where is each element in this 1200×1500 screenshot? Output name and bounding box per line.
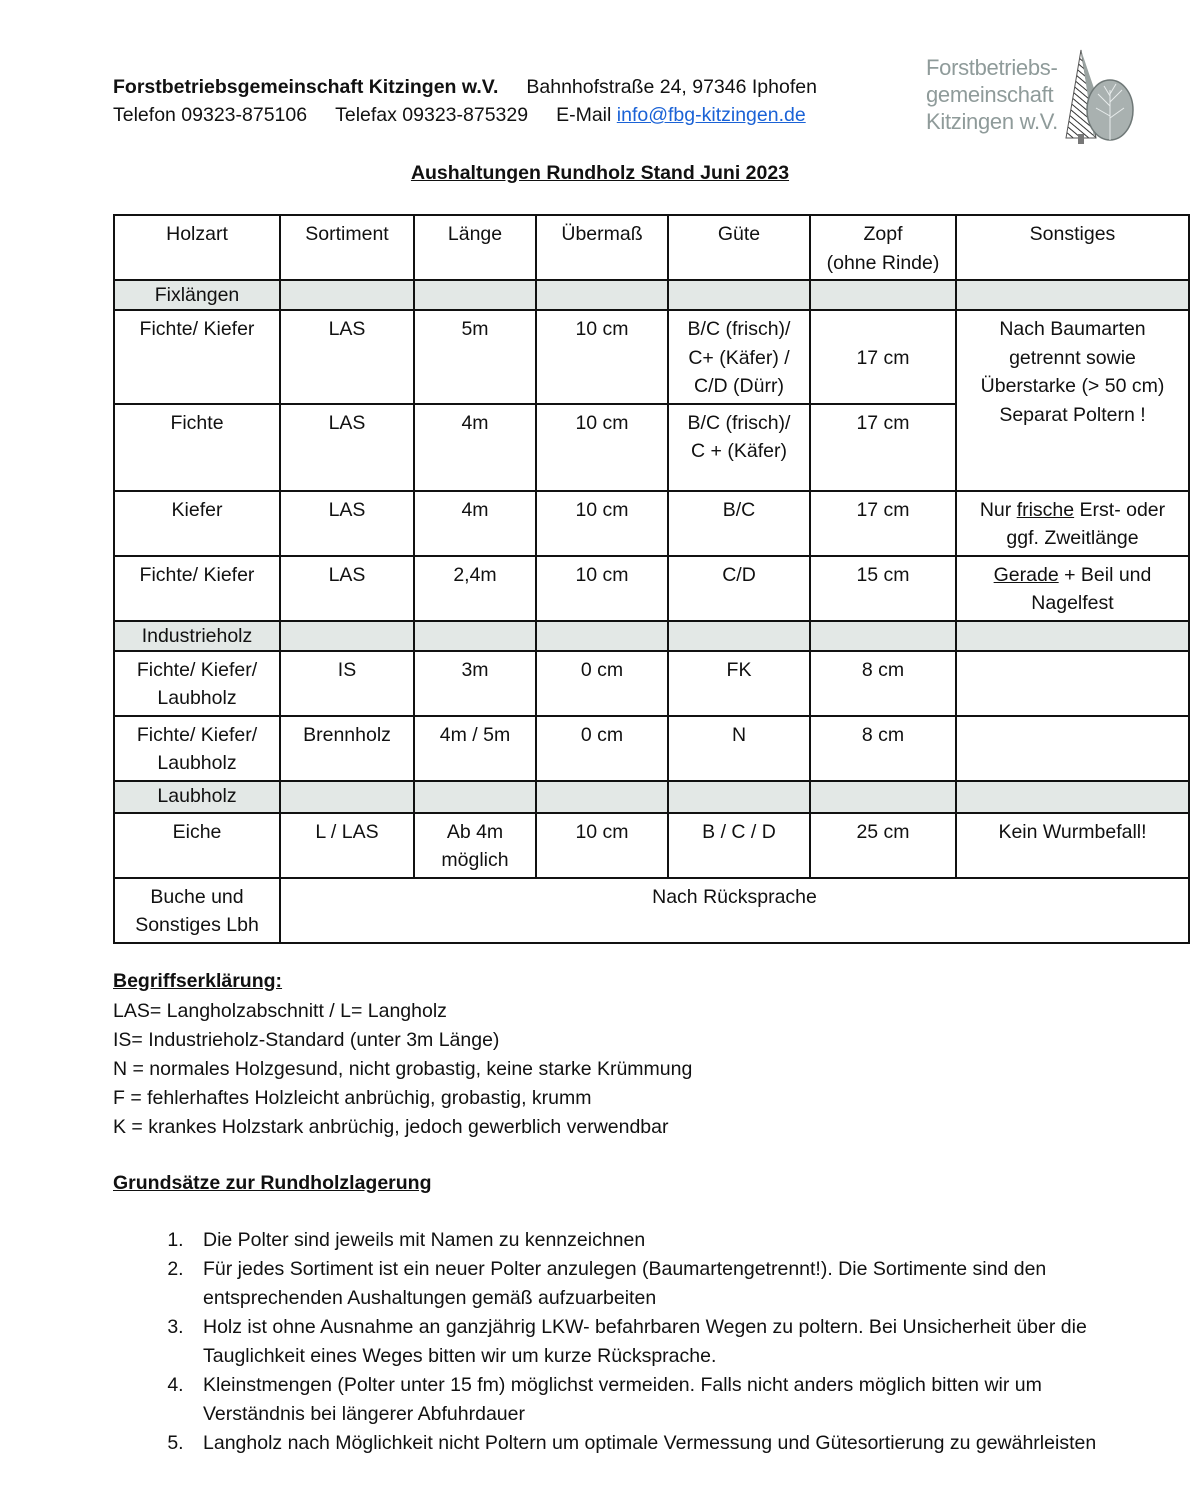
sonstiges-line: getrennt sowie: [1009, 346, 1136, 369]
empty-cell: [536, 781, 668, 813]
cell-holzart: Fichte/ Kiefer: [114, 556, 280, 621]
holzart-line: Fichte/ Kiefer/: [136, 658, 258, 681]
table-row: [114, 310, 1189, 404]
table-row: [114, 651, 1189, 716]
table-row: [114, 878, 1189, 943]
guete-line: B/C (frisch)/: [687, 411, 791, 434]
cell-holzart: [114, 651, 280, 716]
sonstiges-line: Separat Poltern !: [999, 403, 1146, 426]
header-zopf: [810, 215, 956, 280]
cell-uebermass: 10 cm: [536, 491, 668, 556]
cell-sortiment: Brennholz: [280, 716, 414, 781]
holzart-line: Sonstiges Lbh: [135, 914, 259, 936]
cell-sonstiges: [956, 556, 1189, 621]
holzart-line: Laubholz: [157, 687, 237, 709]
cell-sonstiges: [956, 716, 1189, 781]
empty-cell: [414, 781, 536, 813]
cell-zopf: 15 cm: [810, 556, 956, 621]
cell-uebermass: 10 cm: [536, 404, 668, 491]
cell-guete: [668, 310, 810, 404]
cell-uebermass: 0 cm: [536, 716, 668, 781]
cell-uebermass: 0 cm: [536, 651, 668, 716]
table-row: [114, 556, 1189, 621]
cell-sonstiges: [956, 651, 1189, 716]
header-uebermass: Übermaß: [536, 215, 668, 280]
section-row-laubholz: [114, 781, 1189, 813]
org-logo: [926, 46, 1141, 146]
rules-title: Grundsätze zur Rundholzlagerung: [113, 1172, 432, 1194]
empty-cell: [956, 621, 1189, 651]
table-header-row: [114, 215, 1189, 280]
header-sortiment: Sortiment: [280, 215, 414, 280]
cell-sortiment: LAS: [280, 556, 414, 621]
guete-line: C+ (Käfer) /: [688, 346, 790, 369]
cell-merged-note: Nach Rücksprache: [280, 878, 1189, 943]
cell-uebermass: 10 cm: [536, 310, 668, 404]
cell-zopf: 25 cm: [810, 813, 956, 878]
header-zopf-sub: (ohne Rinde): [826, 251, 940, 274]
empty-cell: [414, 621, 536, 651]
table-row: [114, 813, 1189, 878]
text: Erst- oder: [1074, 498, 1166, 521]
cell-holzart: [114, 716, 280, 781]
empty-cell: [668, 621, 810, 651]
logo-text-line: Kitzingen w.V.: [926, 109, 1058, 134]
cell-holzart: Kiefer: [114, 491, 280, 556]
definition-item: LAS= Langholzabschnitt / L= Langholz: [113, 1000, 447, 1022]
empty-cell: [668, 280, 810, 310]
cell-laenge: 2,4m: [414, 556, 536, 621]
empty-cell: [536, 621, 668, 651]
section-label: Laubholz: [114, 781, 280, 813]
cell-sortiment: IS: [280, 651, 414, 716]
cell-sortiment: L / LAS: [280, 813, 414, 878]
emphasis-text: Gerade: [993, 563, 1059, 586]
email-label: E-Mail: [556, 104, 612, 126]
definition-item: F = fehlerhaftes Holzleicht anbrüchig, grobastig, krumm: [113, 1087, 592, 1109]
cell-zopf: 17 cm: [810, 491, 956, 556]
guete-line: C + (Käfer): [691, 440, 787, 462]
definition-item: IS= Industrieholz-Standard (unter 3m Länge): [113, 1029, 500, 1051]
empty-cell: [280, 621, 414, 651]
org-address: Bahnhofstraße 24, 97346 Iphofen: [526, 76, 817, 98]
cell-sonstiges: [956, 310, 1189, 491]
empty-cell: [956, 781, 1189, 813]
section-row-fixlaengen: [114, 280, 1189, 310]
empty-cell: [810, 621, 956, 651]
cell-holzart: Fichte/ Kiefer: [114, 310, 280, 404]
empty-cell: [956, 280, 1189, 310]
section-label: Industrieholz: [114, 621, 280, 651]
cell-laenge: 5m: [414, 310, 536, 404]
logo-text: [926, 54, 1058, 135]
cell-zopf: 8 cm: [810, 651, 956, 716]
header-laenge: Länge: [414, 215, 536, 280]
laenge-line: Ab 4m: [446, 820, 504, 843]
sonstiges-line: Überstarke (> 50 cm): [980, 375, 1165, 397]
cell-sortiment: LAS: [280, 310, 414, 404]
rule-item: 4. Kleinstmengen (Polter unter 15 fm) möglichst vermeiden. Falls nicht anders möglich bitten wir um Verständnis bei längerer Abfuhrdauer: [189, 1371, 1109, 1429]
cell-zopf: 17 cm: [810, 404, 956, 491]
laenge-line: möglich: [441, 849, 509, 871]
phone: Telefon 09323-875106: [113, 104, 308, 126]
emphasis-text: frische: [1016, 498, 1075, 521]
empty-cell: [810, 781, 956, 813]
guete-line: C/D (Dürr): [694, 375, 784, 397]
holzart-line: Laubholz: [157, 752, 237, 774]
cell-sortiment: LAS: [280, 404, 414, 491]
holzart-line: Fichte/ Kiefer/: [136, 723, 258, 746]
header-zopf-label: Zopf: [863, 223, 903, 245]
empty-cell: [536, 280, 668, 310]
cell-sonstiges: Kein Wurmbefall!: [956, 813, 1189, 878]
definitions-title: Begriffserklärung:: [113, 970, 283, 992]
empty-cell: [280, 781, 414, 813]
cell-laenge: [414, 813, 536, 878]
logo-text-line: Forstbetriebs-: [926, 55, 1058, 80]
letterhead-line-2: [113, 104, 806, 127]
section-row-industrieholz: [114, 621, 1189, 651]
empty-cell: [414, 280, 536, 310]
definition-item: N = normales Holzgesund, nicht grobastig, keine starke Krümmung: [113, 1058, 693, 1080]
header-guete: Güte: [668, 215, 810, 280]
section-label: Fixlängen: [114, 280, 280, 310]
cell-guete: N: [668, 716, 810, 781]
empty-cell: [668, 781, 810, 813]
letterhead-line-1: [113, 76, 817, 99]
cell-guete: B/C: [668, 491, 810, 556]
cell-holzart: Fichte: [114, 404, 280, 491]
cell-sortiment: LAS: [280, 491, 414, 556]
cell-uebermass: 10 cm: [536, 813, 668, 878]
assortment-table: [113, 214, 1190, 944]
cell-guete: C/D: [668, 556, 810, 621]
fax: Telefax 09323-875329: [335, 104, 529, 126]
empty-cell: [280, 280, 414, 310]
definitions-list: [113, 997, 692, 1142]
header-holzart: Holzart: [114, 215, 280, 280]
cell-holzart: Eiche: [114, 813, 280, 878]
page-title: Aushaltungen Rundholz Stand Juni 2023: [410, 162, 790, 184]
cell-uebermass: 10 cm: [536, 556, 668, 621]
rule-item: 2. Für jedes Sortiment ist ein neuer Polter anzulegen (Baumartengetrennt!). Die Sortimente sind den entsprechenden Aushaltungen gemäß aufzuarbeiten: [189, 1255, 1109, 1313]
cell-laenge: 4m / 5m: [414, 716, 536, 781]
empty-cell: [810, 280, 956, 310]
sonstiges-line: [961, 561, 1184, 590]
org-name: Forstbetriebsgemeinschaft Kitzingen w.V.: [113, 76, 499, 98]
cell-guete: B / C / D: [668, 813, 810, 878]
cell-laenge: 3m: [414, 651, 536, 716]
table-row: [114, 716, 1189, 781]
definition-item: K = krankes Holzstark anbrüchig, jedoch gewerblich verwendbar: [113, 1116, 669, 1138]
text: + Beil und: [1058, 563, 1152, 586]
guete-line: B/C (frisch)/: [687, 318, 791, 340]
cell-zopf: 8 cm: [810, 716, 956, 781]
table-row: [114, 491, 1189, 556]
rule-item: 5. Langholz nach Möglichkeit nicht Poltern um optimale Vermessung und Gütesortierung zu gewährleisten: [189, 1429, 1109, 1458]
cell-laenge: 4m: [414, 404, 536, 491]
sonstiges-line: ggf. Zweitlänge: [1006, 527, 1139, 549]
tree-logo-icon: [1064, 46, 1136, 146]
rules-list: [113, 1226, 1109, 1458]
header-sonstiges: Sonstiges: [956, 215, 1189, 280]
cell-guete: FK: [668, 651, 810, 716]
sonstiges-line: Nach Baumarten: [999, 318, 1146, 340]
text: Nur: [979, 498, 1017, 521]
cell-laenge: 4m: [414, 491, 536, 556]
rule-item: 1. Die Polter sind jeweils mit Namen zu kennzeichnen: [189, 1226, 1109, 1255]
cell-zopf: 17 cm: [810, 310, 956, 404]
sonstiges-line: Nagelfest: [1031, 592, 1114, 614]
cell-holzart: [114, 878, 280, 943]
rule-item: 3. Holz ist ohne Ausnahme an ganzjährig LKW- befahrbaren Wegen zu poltern. Bei Unsicherheit über die Tauglichkeit eines Weges bitten wir um kurze Rücksprache.: [189, 1313, 1109, 1371]
holzart-line: Buche und: [150, 885, 244, 908]
cell-guete: [668, 404, 810, 491]
logo-text-line: gemeinschaft: [926, 82, 1054, 107]
email-link[interactable]: info@fbg-kitzingen.de: [616, 104, 806, 126]
sonstiges-line: [961, 496, 1184, 525]
cell-sonstiges: [956, 491, 1189, 556]
